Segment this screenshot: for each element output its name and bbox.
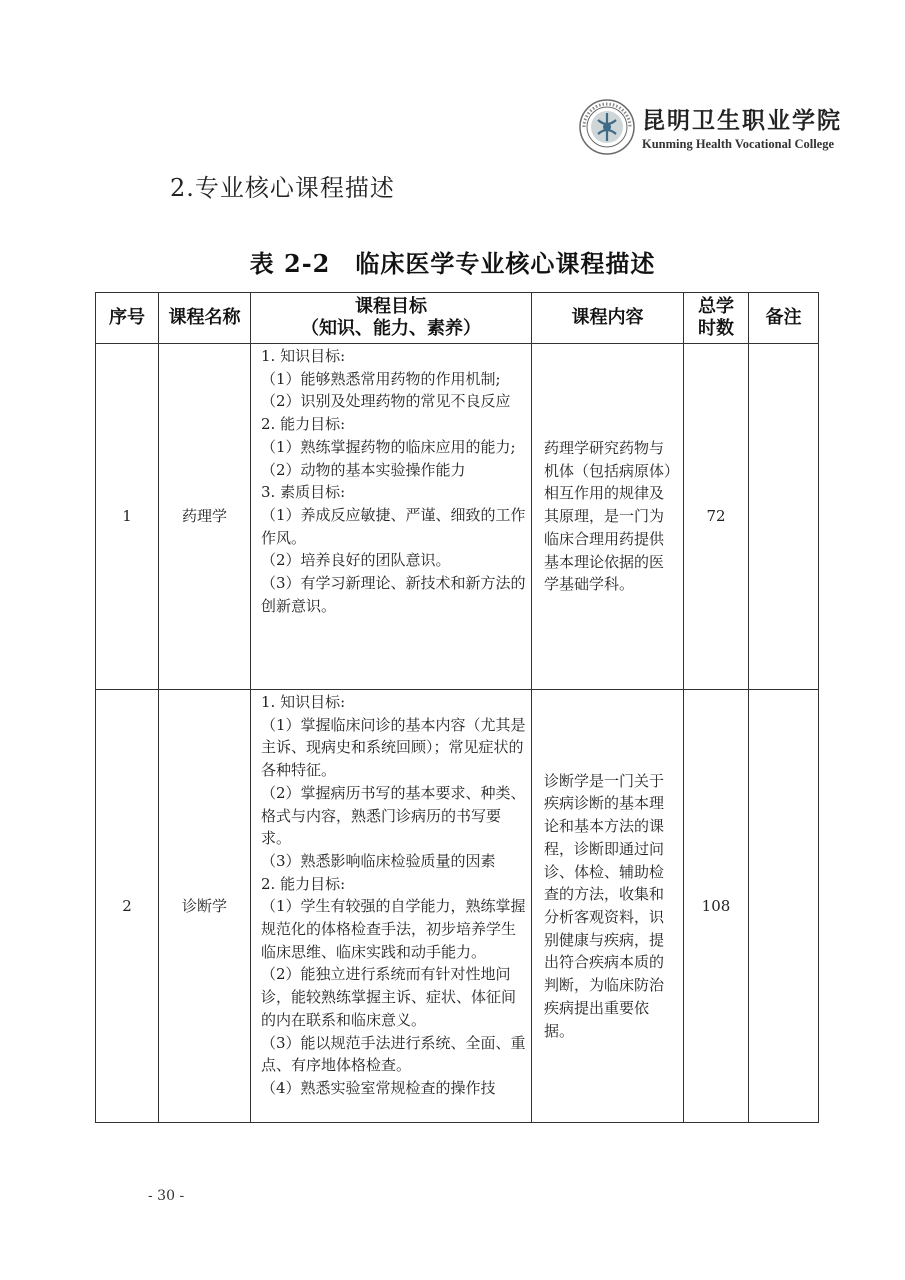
- college-name-cn: 昆明卫生职业学院: [642, 107, 842, 134]
- goal-line: （3）熟悉影响临床检验质量的因素: [261, 851, 496, 870]
- goal-line: （2）掌握病历书写的基本要求、种类、格式与内容，熟悉门诊病历的书写要求。: [261, 783, 526, 848]
- header-total-hours: [684, 293, 749, 344]
- header-goals-line2: （知识、能力、素养）: [301, 318, 481, 339]
- row-course-content: 诊断学是一门关于疾病诊断的基本理论和基本方法的课程，诊断即通过问诊、体检、辅助检查的方法，收集和分析客观资料，识别健康与疾病，提出符合疾病本质的判断，为临床防治疾病提出重要依据。: [532, 690, 684, 1123]
- goal-line: （2）培养良好的团队意识。: [261, 551, 451, 570]
- row-note: [749, 690, 819, 1123]
- header-goals-line1: 课程目标: [355, 296, 427, 317]
- header-note: 备注: [749, 293, 819, 344]
- goal-line: （1）养成反应敏捷、严谨、细致的工作作风。: [261, 505, 526, 547]
- page-number: - 30 -: [148, 1188, 185, 1204]
- goal-line: 1. 知识目标:: [261, 347, 346, 365]
- goal-line: （1）学生有较强的自学能力，熟练掌握规范化的体格检查手法，初步培养学生临床思维、临床实践和动手能力。: [261, 897, 526, 961]
- row-seq: 1: [96, 344, 159, 690]
- row-total-hours: 72: [684, 344, 749, 690]
- section-title: 2.专业核心课程描述: [170, 174, 395, 202]
- goal-line: （4）熟悉实验室常规检查的操作技: [261, 1078, 496, 1097]
- goal-line: （3）有学习新理论、新技术和新方法的创新意识。: [261, 574, 526, 615]
- table-header-row: [96, 293, 819, 344]
- row-course-name: 诊断学: [159, 690, 251, 1123]
- goal-line: （1）熟练掌握药物的临床应用的能力;: [261, 437, 516, 456]
- goal-line: 1. 知识目标:: [261, 693, 346, 711]
- header-course-content: 课程内容: [532, 293, 684, 344]
- goal-line: （2）能独立进行系统而有针对性地问诊，能较熟练掌握主诉、症状、体征间的内在联系和临床意义。: [261, 965, 517, 1029]
- core-course-table: [95, 292, 819, 1123]
- row-seq: 2: [96, 690, 159, 1123]
- row-course-content: 药理学研究药物与机体（包括病原体）相互作用的规律及其原理，是一门为临床合理用药提供基本理论依据的医学基础学科。: [532, 344, 684, 690]
- goal-line: 3. 素质目标:: [261, 483, 346, 502]
- goal-line: 2. 能力目标:: [261, 415, 346, 434]
- header-course-name: 课程名称: [159, 293, 251, 344]
- college-seal-icon: [578, 98, 636, 156]
- goal-line: 2. 能力目标:: [261, 874, 346, 893]
- table-row: [96, 690, 819, 1123]
- row-note: [749, 344, 819, 690]
- college-logo: [578, 98, 842, 156]
- college-name-en: Kunming Health Vocational College: [642, 137, 835, 151]
- header-seq: 序号: [96, 293, 159, 344]
- row-course-goals: [251, 344, 532, 690]
- goal-line: （2）识别及处理药物的常见不良反应: [261, 392, 511, 411]
- header-hours-line1: 总学: [698, 296, 734, 317]
- row-course-goals: [251, 690, 532, 1123]
- row-total-hours: 108: [684, 690, 749, 1123]
- table-row: [96, 344, 819, 690]
- header-hours-line2: 时数: [698, 318, 734, 339]
- goal-line: （1）能够熟悉常用药物的作用机制;: [261, 369, 501, 388]
- header-course-goals: [251, 293, 532, 344]
- goal-line: （3）能以规范手法进行系统、全面、重点、有序地体格检查。: [261, 1033, 526, 1075]
- goal-line: （2）动物的基本实验操作能力: [261, 460, 466, 479]
- goal-line: （1）掌握临床问诊的基本内容（尤其是主诉、现病史和系统回顾）；常见症状的各种特征。: [261, 715, 526, 780]
- row-course-name: 药理学: [159, 344, 251, 690]
- table-title: 表 2-2 临床医学专业核心课程描述: [249, 249, 656, 278]
